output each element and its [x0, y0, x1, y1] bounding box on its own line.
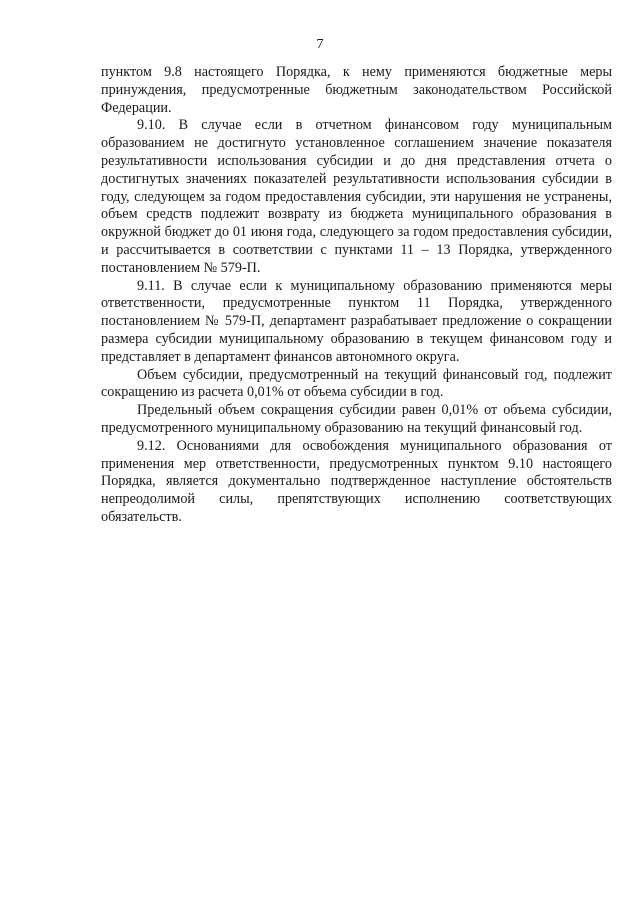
paragraph-reduction-limit: Предельный объем сокращения субсидии равен 0,01% от объема субсидии, предусмотренного муниципальному образованию на текущий финансовый год. [101, 402, 612, 436]
paragraph-subsidy-volume: Объем субсидии, предусмотренный на текущий финансовый год, подлежит сокращению из расчета 0,01% от объема субсидии в год. [101, 366, 612, 401]
document-body [101, 64, 612, 527]
paragraph-continuation: пунктом 9.8 настоящего Порядка, к нему применяются бюджетные меры принуждения, предусмотренные бюджетным законодательством Российской Федерации. [101, 64, 612, 116]
page-number: 7 [316, 37, 324, 52]
paragraph-9-11: 9.11. В случае если к муниципальному образованию применяются меры ответственности, предусмотренные пунктом 11 Порядка, утвержденного постановлением № 579-П, департамент разрабатывает предложение о сокращении размера субсидии муниципальному образованию в текущем финансовом году и представляет в департамент финансов автономного округа. [101, 277, 612, 365]
paragraph-9-10: 9.10. В случае если в отчетном финансовом году муниципальным образованием не достигнуто установленное соглашением значение показателя результативности использования субсидии и до дня представления отчета о достигнутых значениях показателей результативности использования субсидии в году, следующем за годом предоставления субсидии, эти нарушения не устранены, объем средств подлежит возврату из бюджета муниципального образования в окружной бюджет до 01 июня года, следующего за годом предоставления субсидии, и рассчитывается в соответствии с пунктами 11 – 13 Порядка, утвержденного постановлением № 579-П. [101, 117, 612, 276]
paragraph-9-12: 9.12. Основаниями для освобождения муниципального образования от применения мер ответственности, предусмотренных пунктом 9.10 настоящего Порядка, является документально подтвержденное наступление обстоятельств непреодолимой силы, препятствующих исполнению соответствующих обязательств. [101, 437, 612, 525]
